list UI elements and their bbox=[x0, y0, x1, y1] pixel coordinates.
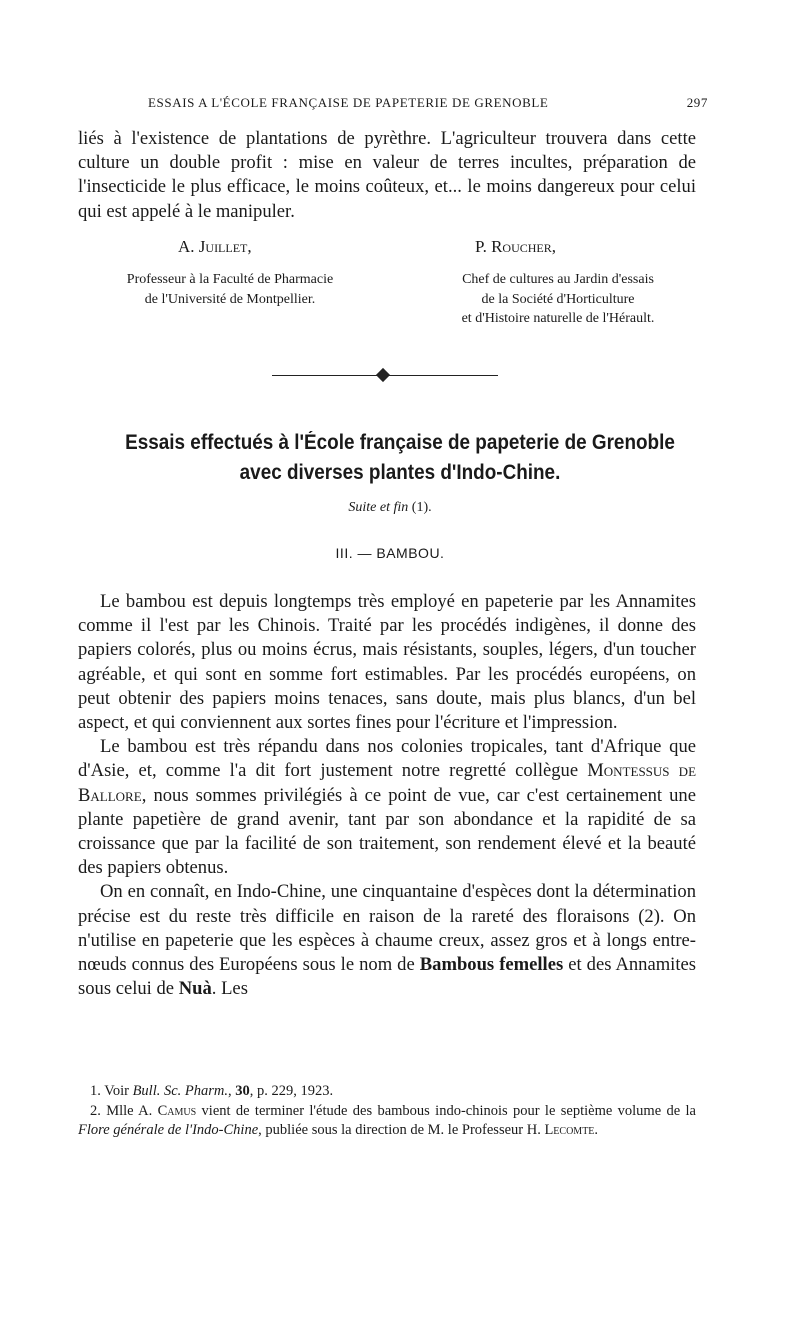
signature-surname: Juillet, bbox=[198, 237, 252, 256]
text-run: . Les bbox=[211, 978, 248, 1000]
book-title: Flore générale de l'Indo-Chine bbox=[78, 1122, 259, 1139]
section-heading: III. — BAMBOU. bbox=[335, 545, 445, 561]
text-run: vient de terminer l'étude des bambous indo-chinois pour le septième volume de la bbox=[196, 1102, 696, 1119]
affiliation-juillet bbox=[90, 270, 370, 309]
affiliation-line: Professeur à la Faculté de Pharmacie bbox=[126, 272, 334, 287]
body-paragraph-2 bbox=[78, 735, 696, 880]
text-run: , bbox=[228, 1083, 236, 1099]
text-run: Le bambou est très répandu dans nos colonies tropicales, tant d'Afrique que d'Asie, et, comme l'a dit fort justement notre regretté collègue bbox=[78, 736, 696, 782]
affiliation-line: et d'Histoire naturelle de l'Hérault. bbox=[461, 311, 655, 326]
affiliation-line: Chef de cultures au Jardin d'essais bbox=[462, 272, 654, 287]
running-title: ESSAIS A L'ÉCOLE FRANÇAISE DE PAPETERIE DE GRENOBLE bbox=[148, 95, 549, 110]
text-run: . bbox=[594, 1122, 599, 1139]
article-body bbox=[78, 590, 696, 1001]
body-paragraph-3 bbox=[78, 880, 696, 1001]
article-title-line: avec diverses plantes d'Indo-Chine. bbox=[239, 461, 561, 484]
affiliation-line: de l'Université de Montpellier. bbox=[144, 291, 316, 307]
text-run: et des Annamites sous celui de bbox=[78, 954, 697, 1000]
bold-term: Nuà bbox=[178, 978, 212, 1000]
subtitle-footnote-ref: (1). bbox=[411, 500, 432, 515]
text-run: , p. 229, 1923. bbox=[249, 1083, 334, 1099]
journal-ref: Bull. Sc. Pharm. bbox=[132, 1083, 229, 1099]
running-header bbox=[148, 95, 708, 111]
signature-name-juillet bbox=[178, 237, 252, 257]
text-run: , publiée sous la direction de M. le Professeur H. bbox=[258, 1122, 545, 1139]
text-run: , nous sommes privilégiés à ce point de vue, car c'est certainement une plante papetière de grand avenir, tant par son abondance et la rapidité de sa croissance que par la facilité de son traitement, son rendement élevé et la beauté des papiers obtenus. bbox=[78, 784, 696, 879]
intro-text: liés à l'existence de plantations de pyrèthre. L'agriculteur trouvera dans cette culture un double profit : mise en valeur de terres incultes, préparation de l'insecticide le plus efficace, le moins coûteux, et... le moins dangereux pour celui qui est appelé à le manipuler. bbox=[78, 128, 696, 222]
author-name: Camus bbox=[157, 1102, 197, 1119]
footnote-1 bbox=[78, 1082, 696, 1102]
signature-initial: P. bbox=[475, 237, 487, 256]
intro-paragraph bbox=[78, 127, 696, 224]
divider-diamond-icon bbox=[376, 368, 390, 382]
volume-number: 30 bbox=[235, 1083, 250, 1099]
signature-surname: Roucher, bbox=[491, 237, 557, 256]
text-run: 1. Voir bbox=[90, 1083, 133, 1099]
subtitle-text: Suite et fin bbox=[348, 500, 409, 515]
footnotes bbox=[78, 1082, 696, 1141]
signature-initial: A. bbox=[178, 237, 195, 256]
article-title bbox=[94, 428, 706, 488]
text-run: On en connaît, en Indo-Chine, une cinquantaine d'espèces dont la détermination précise est du reste très difficile en raison de la rareté des floraisons (2). On n'utilise en papeterie que les espèces à chaume creux, assez gros et à longs entre-nœuds connus des Européens sous le nom de bbox=[78, 881, 696, 976]
author-name: Montessus de Ballore bbox=[78, 760, 697, 806]
article-subtitle bbox=[300, 500, 480, 516]
text-run: 2. Mlle A. bbox=[90, 1102, 158, 1119]
affiliation-roucher bbox=[408, 270, 708, 329]
signature-name-roucher bbox=[475, 237, 556, 257]
bold-term: Bambous femelles bbox=[419, 954, 564, 976]
affiliation-line: de la Société d'Horticulture bbox=[481, 291, 635, 307]
article-title-line: Essais effectués à l'École française de papeterie de Grenoble bbox=[125, 431, 675, 454]
footnote-2 bbox=[78, 1102, 696, 1141]
body-paragraph-1: Le bambou est depuis longtemps très employé en papeterie par les Annamites comme il l'est par les Chinois. Traité par les procédés indigènes, il donne des papiers colorés, plus ou moins écrus, mais résistants, souples, légers, d'un toucher agréable, et qui sont en somme fort estimables. Par les procédés européens, on peut obtenir des papiers moins tenaces, sans doute, mais plus blancs, d'un bel aspect, et qui conviennent aux sortes fines pour l'écriture et l'impression. bbox=[78, 591, 696, 734]
page-number: 297 bbox=[686, 95, 708, 110]
author-name: Lecomte bbox=[544, 1122, 595, 1139]
